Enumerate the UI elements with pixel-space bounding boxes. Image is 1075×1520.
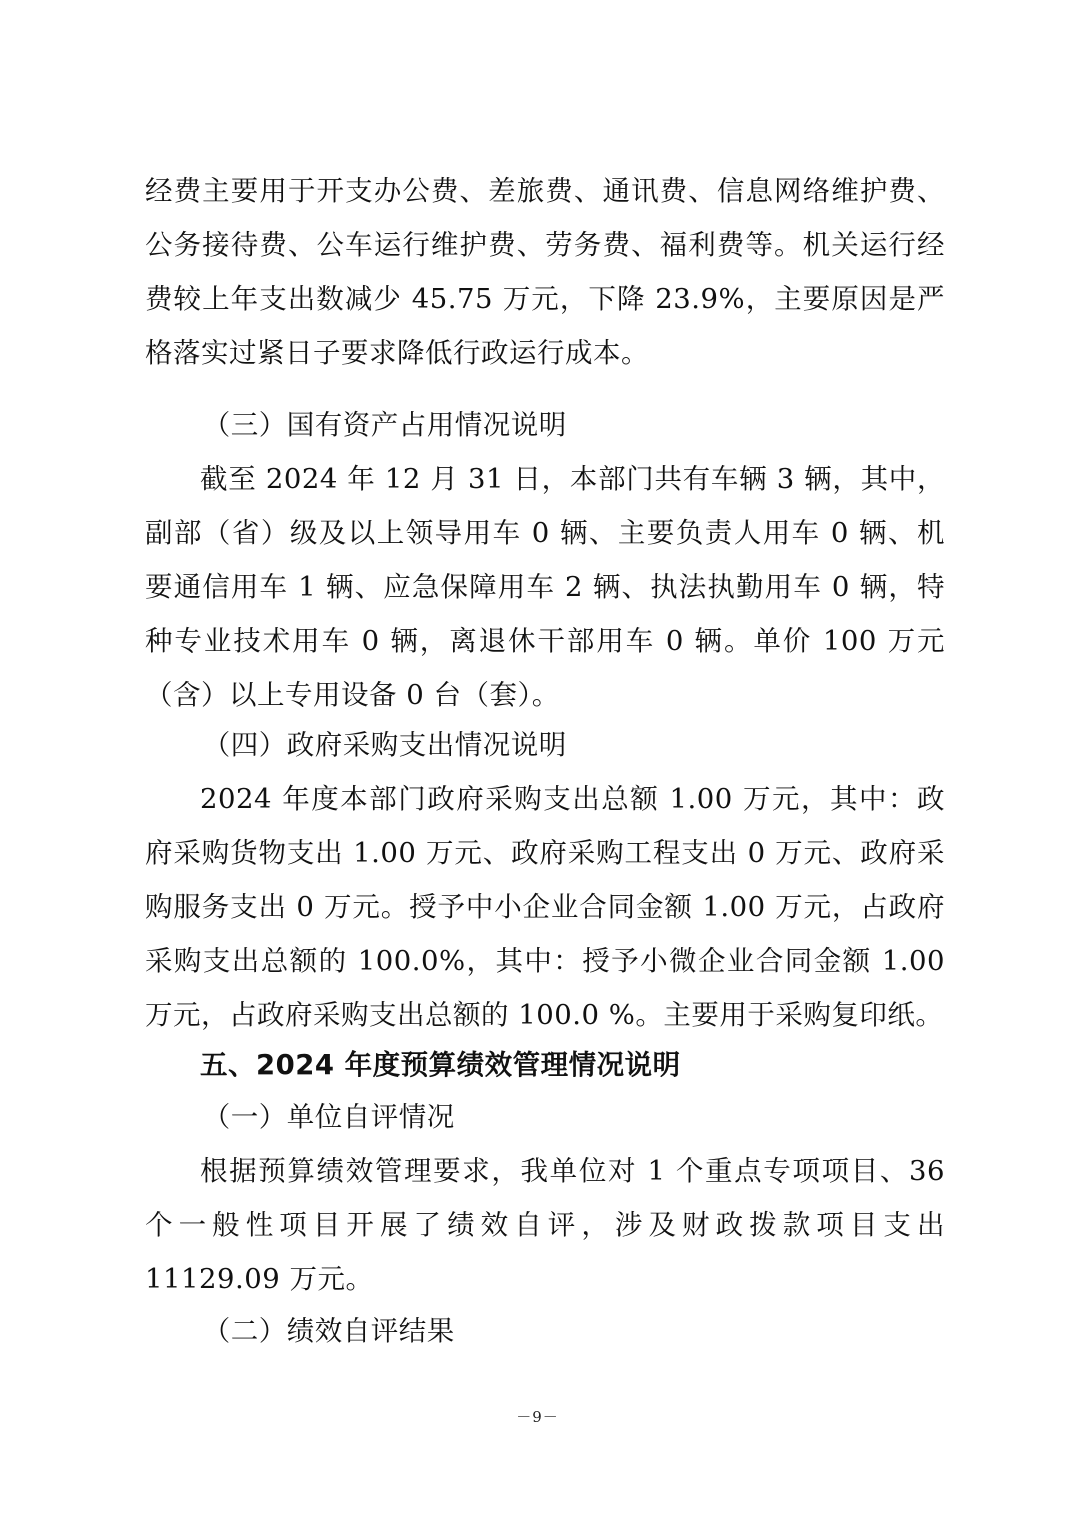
paragraph-self-evaluation: 根据预算绩效管理要求，我单位对 1 个重点专项项目、36 个一般性项目开展了绩效自评，涉及财政拨款项目支出 11129.09 万元。 [145,1155,945,1295]
heading-state-assets: （三）国有资产占用情况说明 [202,409,567,441]
paragraph-government-procurement: 2024 年度本部门政府采购支出总额 1.00 万元，其中：政府采购货物支出 1.00 万元、政府采购工程支出 0 万元、政府采购服务支出 0 万元。授予中小企业合同金额 1.00 万元，占政府采购支出总额的 100.0%，其中：授予小微企业合同金额 1.00 万元，占政府采购支出总额的 100.0 %。主要用于采购复印纸。 [145,783,945,1031]
heading-section-five: 五、2024 年度预算绩效管理情况说明 [200,1049,681,1081]
page-number: －9－ [516,1408,559,1426]
heading-evaluation-results: （二）绩效自评结果 [202,1315,455,1347]
heading-government-procurement: （四）政府采购支出情况说明 [202,729,567,761]
heading-self-evaluation: （一）单位自评情况 [202,1101,455,1133]
paragraph-state-assets: 截至 2024 年 12 月 31 日，本部门共有车辆 3 辆，其中，副部（省）级及以上领导用车 0 辆、主要负责人用车 0 辆、机要通信用车 1 辆、应急保障用车 2 辆、执法执勤用车 0 辆，特种专业技术用车 0 辆，离退休干部用车 0 辆。单价 100 万元（含）以上专用设备 0 台（套）。 [145,463,945,711]
paragraph-operating-expenses: 经费主要用于开支办公费、差旅费、通讯费、信息网络维护费、公务接待费、公车运行维护费、劳务费、福利费等。机关运行经费较上年支出数减少 45.75 万元，下降 23.9%，主要原因是严格落实过紧日子要求降低行政运行成本。 [145,175,945,369]
